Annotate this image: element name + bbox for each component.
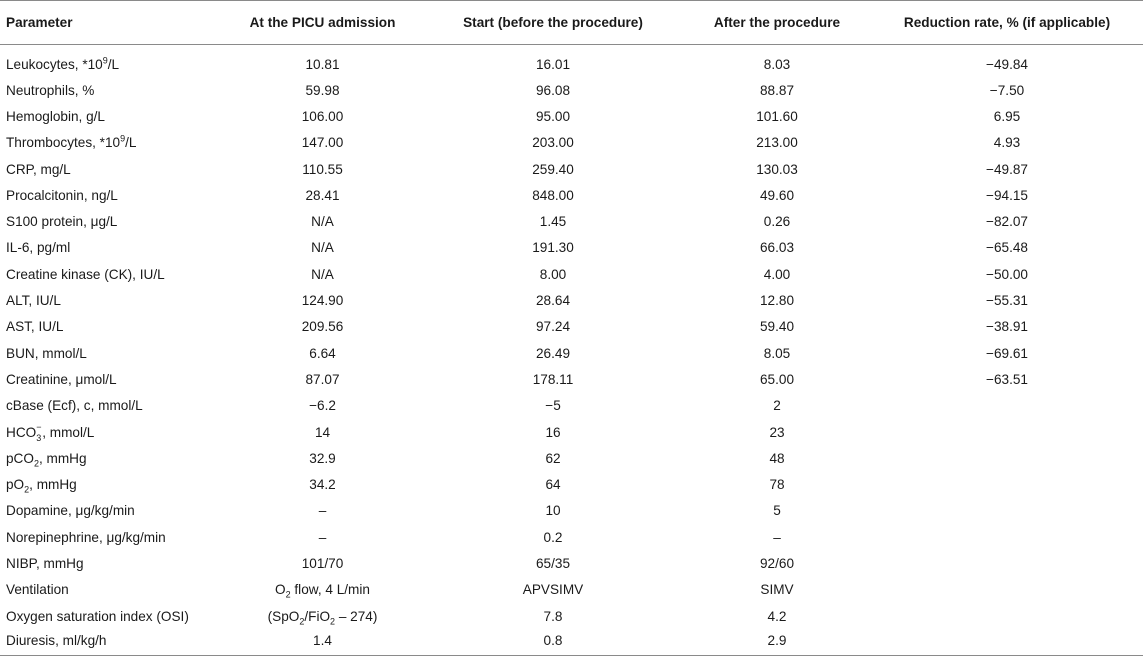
header-reduction-rate: Reduction rate, % (if applicable): [871, 1, 1143, 45]
table-row: [0, 524, 1143, 550]
value-start: 203.00: [532, 135, 574, 151]
parameter-name: Creatinine, μmol/L: [6, 371, 117, 387]
value-reduction-rate: 6.95: [993, 108, 1021, 124]
value-after: 92/60: [759, 555, 795, 571]
value-after: 213.00: [756, 135, 798, 151]
value-admission: N/A: [311, 214, 334, 230]
value-admission: 209.56: [301, 319, 344, 335]
table-row: [0, 603, 1143, 629]
value-after: 8.03: [763, 56, 791, 72]
value-start: 8.00: [539, 266, 567, 282]
table-row: [0, 208, 1143, 234]
value-reduction-rate: −69.61: [986, 345, 1028, 361]
header-row: [0, 1, 1143, 45]
value-after: 4.2: [767, 608, 787, 624]
parameter-name: BUN, mmol/L: [6, 345, 87, 361]
value-reduction-rate: [871, 498, 1143, 524]
value-start: 191.30: [532, 240, 574, 256]
parameter-name: IL-6, pg/ml: [6, 240, 71, 256]
value-admission: –: [318, 529, 327, 545]
value-after: 12.80: [759, 293, 795, 309]
value-admission: 110.55: [302, 161, 343, 177]
value-reduction-rate: [871, 629, 1143, 655]
value-reduction-rate: [871, 603, 1143, 629]
value-start: 848.00: [532, 187, 574, 203]
table-body: [0, 45, 1143, 656]
parameter-name: $pO_2$, mmHg: [6, 477, 77, 495]
value-reduction-rate: [871, 471, 1143, 497]
value-admission: 106.00: [301, 108, 344, 124]
value-admission: 1.4: [222, 629, 423, 655]
value-start: 16: [545, 424, 561, 440]
table-row: [0, 77, 1143, 103]
parameter-name: HCO − 3 , mmol/L: [6, 421, 95, 443]
value-start: 7.8: [543, 608, 563, 624]
value-after: 59.40: [759, 319, 795, 335]
parameter-name: Diuresis, ml/kg/h: [0, 629, 222, 655]
value-reduction-rate: 4.93: [993, 135, 1021, 151]
header-parameter: Parameter: [0, 1, 222, 45]
table-row: [0, 366, 1143, 392]
table-row: [0, 235, 1143, 261]
value-start: 26.49: [535, 345, 571, 361]
value-after: SIMV: [760, 582, 794, 598]
value-start: 0.8: [423, 629, 683, 655]
value-after: 4.00: [763, 266, 791, 282]
table-row: [0, 629, 1143, 655]
value-start: 97.24: [535, 319, 571, 335]
table-row: [0, 182, 1143, 208]
value-admission: 34.2: [309, 477, 336, 493]
value-after: 66.03: [759, 240, 795, 256]
table-row: [0, 287, 1143, 313]
value-reduction-rate: −50.00: [986, 266, 1028, 282]
value-start: 64: [545, 477, 561, 493]
value-admission: 59.98: [305, 82, 340, 98]
parameter-name: S100 protein, μg/L: [6, 214, 118, 230]
parameter-name: CRP, mg/L: [6, 161, 71, 177]
parameter-name: Oxygen saturation index (OSI): [6, 608, 189, 624]
value-after: 78: [769, 477, 785, 493]
table-row: [0, 340, 1143, 366]
header-admission: At the PICU admission: [222, 1, 423, 45]
value-start: 178.11: [532, 371, 574, 387]
value-admission: 124.90: [301, 293, 344, 309]
value-reduction-rate: −49.84: [986, 56, 1028, 72]
value-after: 8.05: [763, 345, 791, 361]
table-row: [0, 45, 1143, 78]
table-row: [0, 550, 1143, 576]
value-start: APVSIMV: [522, 582, 584, 598]
value-start: 96.08: [535, 82, 571, 98]
value-admission: 32.9: [309, 450, 336, 466]
table-row: [0, 103, 1143, 129]
value-after: 0.26: [763, 214, 791, 230]
value-admission: −6.2: [309, 398, 336, 414]
parameter-name: Leukocytes, $*10^9/L$: [6, 54, 120, 72]
value-after: –: [773, 529, 781, 545]
header-start: Start (before the procedure): [423, 1, 683, 45]
value-after: 2.9: [683, 629, 871, 655]
value-admission: 101/70: [301, 555, 344, 571]
value-admission: 28.41: [305, 187, 340, 203]
value-reduction-rate: −7.50: [989, 82, 1025, 98]
value-reduction-rate: −82.07: [986, 214, 1028, 230]
value-reduction-rate: −63.51: [986, 371, 1028, 387]
table-row: [0, 314, 1143, 340]
value-start: 10: [545, 503, 561, 519]
parameter-name: Thrombocytes, $*10^9/L$: [6, 133, 137, 151]
parameter-name: Neutrophils, %: [6, 82, 95, 98]
parameter-name: Hemoglobin, g/L: [6, 108, 105, 124]
value-start: 28.64: [535, 293, 571, 309]
value-start: 62: [545, 450, 561, 466]
value-reduction-rate: [871, 550, 1143, 576]
value-after: 48: [769, 450, 785, 466]
table-row: [0, 577, 1143, 603]
parameter-name: ALT, IU/L: [6, 293, 61, 309]
table-row: [0, 130, 1143, 156]
table-row: [0, 393, 1143, 419]
value-reduction-rate: −65.48: [986, 240, 1028, 256]
value-after: 5: [773, 503, 781, 519]
parameter-name: pCO$_2$, mmHg: [6, 450, 87, 469]
parameter-name: NIBP, mmHg: [6, 555, 84, 571]
parameter-name: Creatine kinase (CK), IU/L: [6, 266, 165, 282]
parameter-name: AST, IU/L: [6, 319, 64, 335]
value-admission: (SpO$_2$/FiO$_2$ – 274): [267, 608, 378, 627]
value-admission: –: [318, 503, 327, 519]
value-reduction-rate: [871, 577, 1143, 603]
table-row: [0, 156, 1143, 182]
table-row: [0, 445, 1143, 471]
value-reduction-rate: −38.91: [986, 319, 1028, 335]
table-row: [0, 261, 1143, 287]
value-start: 0.2: [543, 529, 563, 545]
value-admission: 14: [314, 424, 331, 440]
value-after: 23: [769, 424, 785, 440]
value-admission: 87.07: [305, 371, 340, 387]
value-start: 95.00: [535, 108, 571, 124]
value-admission: 10.81: [305, 56, 340, 72]
value-start: 259.40: [532, 161, 574, 177]
header-after: After the procedure: [683, 1, 871, 45]
value-reduction-rate: [871, 393, 1143, 419]
value-start: 1.45: [539, 214, 567, 230]
table-row: [0, 471, 1143, 497]
value-reduction-rate: −49.87: [986, 161, 1028, 177]
value-after: 130.03: [756, 161, 798, 177]
value-admission: 6.64: [309, 345, 336, 361]
parameter-name: Procalcitonin, ng/L: [6, 187, 118, 203]
value-after: 49.60: [759, 187, 795, 203]
value-reduction-rate: [871, 419, 1143, 445]
value-reduction-rate: [871, 445, 1143, 471]
parameter-name: Dopamine, μg/kg/min: [6, 503, 135, 519]
table-row: [0, 419, 1143, 445]
value-after: 65.00: [759, 371, 795, 387]
value-after: 101.60: [756, 108, 798, 124]
parameter-name: cBase (Ecf), c, mmol/L: [6, 398, 143, 414]
value-start: −5: [545, 398, 561, 414]
table-row: [0, 498, 1143, 524]
value-admission: 147.00: [301, 135, 344, 151]
value-start: 65/35: [535, 555, 571, 571]
value-after: 88.87: [759, 82, 795, 98]
value-start: 16.01: [535, 56, 571, 72]
value-admission: N/A: [311, 266, 334, 282]
value-admission: $O_2$ flow, 4 L/min: [275, 582, 370, 600]
value-reduction-rate: −55.31: [986, 293, 1028, 309]
parameter-name: Ventilation: [6, 582, 69, 598]
value-admission: N/A: [311, 240, 334, 256]
value-reduction-rate: −94.15: [986, 187, 1028, 203]
parameter-name: Norepinephrine, μg/kg/min: [6, 529, 166, 545]
value-reduction-rate: [871, 524, 1143, 550]
value-after: 2: [773, 398, 781, 414]
